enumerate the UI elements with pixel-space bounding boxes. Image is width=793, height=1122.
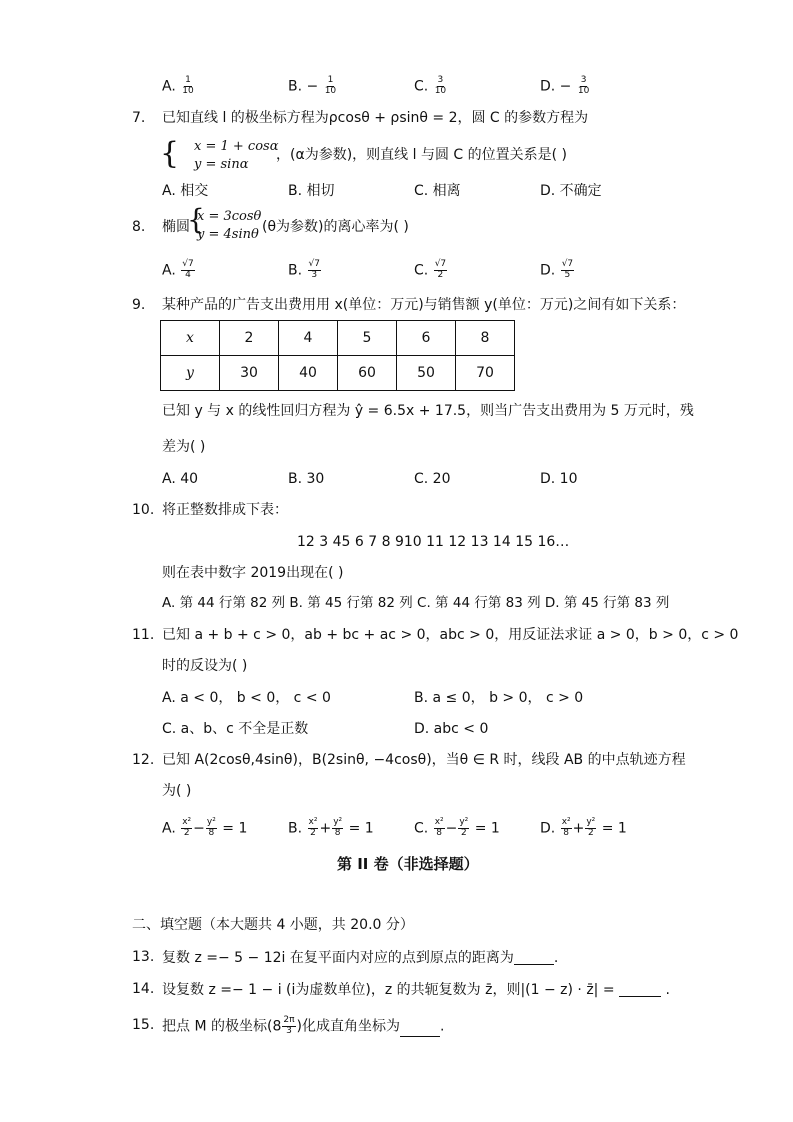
q12-b-op: + xyxy=(319,820,332,837)
q8-a-fraction: $\frac{√7}{4}$ xyxy=(182,259,194,280)
q12-c-frac2: $\frac{\text{y²}}{2}$ xyxy=(459,817,469,838)
q8-d-label: D. xyxy=(540,262,556,279)
q8-b-fraction: $\frac{√7}{3}$ xyxy=(308,259,320,280)
table-row xyxy=(161,321,515,356)
q12-c-eq: = 1 xyxy=(474,820,500,837)
q6-c-fraction: $\frac{3}{10}$ xyxy=(434,75,447,96)
q12-d-frac1: $\frac{\text{x²}}{8}$ xyxy=(561,817,571,838)
q15-line xyxy=(162,1016,444,1037)
q12-c-frac1: $\frac{\text{x²}}{8}$ xyxy=(434,817,444,838)
q13-answer-blank[interactable] xyxy=(514,950,554,965)
q8-prefix: 椭圆 xyxy=(162,219,190,235)
table-cell: y xyxy=(161,356,220,391)
q13-line xyxy=(162,950,558,965)
q12-a-eq: = 1 xyxy=(222,820,248,837)
q15-suffix: )化成直角坐标为 xyxy=(296,1018,400,1035)
q7-option-d: D. 不确定 xyxy=(540,183,602,199)
q9-number: 9. xyxy=(132,297,146,313)
q12-b-frac2: $\frac{\text{y²}}{8}$ xyxy=(333,817,343,838)
q8-d-fraction: $\frac{√7}{5}$ xyxy=(561,259,574,280)
q6-option-b xyxy=(288,76,338,97)
part2-title: 第 II 卷（非选择题） xyxy=(337,855,479,873)
q8-brace: { xyxy=(187,203,205,236)
q12-c-label: C. xyxy=(414,820,429,837)
q12-a-label: A. xyxy=(162,820,176,837)
q12-option-b xyxy=(288,818,374,839)
q9-option-d: D. 10 xyxy=(540,471,578,487)
q12-number: 12. xyxy=(132,752,155,768)
q14-end: . xyxy=(665,982,670,998)
q12-option-d xyxy=(540,818,627,839)
q15-prefix: 把点 M 的极坐标(8 xyxy=(162,1018,282,1035)
table-cell: 6 xyxy=(397,321,456,356)
q11-option-c: C. a、b、c 不全是正数 xyxy=(162,721,309,737)
q15-end: . xyxy=(439,1018,445,1035)
q12-a-op: − xyxy=(193,820,205,837)
q10-text: 将正整数排成下表： xyxy=(162,502,288,518)
q7-number: 7. xyxy=(132,110,146,126)
q12-b-eq: = 1 xyxy=(348,820,374,837)
q12-text: 已知 A(2cosθ,4sinθ)，B(2sinθ, −4cosθ)，当θ ∈ R 时，线段 AB 的中点轨迹方程 xyxy=(162,752,686,768)
q9-line2: 已知 y 与 x 的线性回归方程为 ŷ = 6.5x + 17.5，则当广告支出费用为 5 万元时，残 xyxy=(162,403,694,419)
q8-tail: (θ为参数)的离心率为( ) xyxy=(262,219,409,235)
q11-option-d: D. abc < 0 xyxy=(414,721,489,737)
q12-b-frac1: $\frac{\text{x²}}{2}$ xyxy=(308,817,318,838)
q6-option-d xyxy=(540,76,591,97)
q10-sequence: 12 3 45 6 7 8 910 11 12 13 14 15 16… xyxy=(297,534,570,550)
q12-a-frac1: $\frac{\text{x²}}{2}$ xyxy=(182,817,192,838)
q13-number: 13. xyxy=(132,949,155,965)
q8-system-line2: y = 4sinθ xyxy=(197,227,259,242)
q9-option-c: C. 20 xyxy=(414,471,451,487)
q11-number: 11. xyxy=(132,627,155,643)
q11-line2: 时的反设为( ) xyxy=(162,658,248,674)
q12-d-op: + xyxy=(572,820,585,837)
q8-b-label: B. xyxy=(288,262,303,279)
q12-line2: 为( ) xyxy=(162,783,192,799)
table-cell: 8 xyxy=(456,321,515,356)
q10-question: 则在表中数字 2019出现在( ) xyxy=(162,565,344,581)
q12-d-label: D. xyxy=(540,820,556,837)
q9-option-a: A. 40 xyxy=(162,471,199,487)
q6-a-label: A. xyxy=(162,78,176,95)
table-cell: 50 xyxy=(397,356,456,391)
q8-system-line1: x = 3cosθ xyxy=(197,209,262,224)
q6-a-fraction: $\frac{1}{10}$ xyxy=(182,75,194,96)
q11-option-a: A. a < 0， b < 0， c < 0 xyxy=(162,690,331,706)
q7-option-a: A. 相交 xyxy=(162,183,209,199)
q11-option-b: B. a ≤ 0， b > 0， c > 0 xyxy=(414,690,584,706)
q15-answer-blank[interactable] xyxy=(400,1022,440,1037)
q8-c-fraction: $\frac{√7}{2}$ xyxy=(434,259,447,280)
q10-number: 10. xyxy=(132,502,155,518)
q12-c-op: − xyxy=(445,820,458,837)
q12-a-frac2: $\frac{\text{y²}}{8}$ xyxy=(206,817,216,838)
q12-d-frac2: $\frac{\text{y²}}{2}$ xyxy=(586,817,596,838)
q15-number: 15. xyxy=(132,1017,155,1033)
section2-heading: 二、填空题（本大题共 4 小题，共 20.0 分） xyxy=(132,917,414,933)
q6-d-fraction: $\frac{3}{10}$ xyxy=(577,75,590,96)
q10-options: A. 第 44 行第 82 列 B. 第 45 行第 82 列 C. 第 44 行第 83 列 D. 第 45 行第 83 列 xyxy=(162,595,670,611)
q12-option-c xyxy=(414,818,500,839)
q7-text: 已知直线 l 的极坐标方程为ρcosθ + ρsinθ = 2，圆 C 的参数方程为 xyxy=(162,110,589,126)
q7-brace: { xyxy=(160,136,180,171)
table-cell: 4 xyxy=(279,321,338,356)
table-cell: 40 xyxy=(279,356,338,391)
q8-option-a xyxy=(162,260,196,281)
table-cell: 5 xyxy=(338,321,397,356)
q14-number: 14. xyxy=(132,981,155,997)
q9-option-b: B. 30 xyxy=(288,471,325,487)
q6-option-c xyxy=(414,76,448,97)
q12-b-label: B. xyxy=(288,820,303,837)
q14-text: 设复数 z =− 1 − i (i为虚数单位)，z 的共轭复数为 z̄，则|(1 − z) · z̄| = xyxy=(162,982,615,998)
q7-system-line2: y = sinα xyxy=(194,157,249,172)
q11-text: 已知 a + b + c > 0，ab + bc + ac > 0，abc > 0，用反证法求证 a > 0，b > 0，c > 0 xyxy=(162,627,739,643)
q6-b-fraction: $\frac{1}{10}$ xyxy=(324,75,337,96)
q15-fraction: $\frac{2\pi}{3}$ xyxy=(283,1015,295,1036)
q9-line3: 差为( ) xyxy=(162,439,206,455)
q8-option-d xyxy=(540,260,575,281)
table-cell: 2 xyxy=(220,321,279,356)
q9-data-table xyxy=(160,320,515,391)
q7-system-tail: ，(α为参数)，则直线 l 与圆 C 的位置关系是( ) xyxy=(276,147,567,163)
q8-c-label: C. xyxy=(414,262,429,279)
table-cell: x xyxy=(161,321,220,356)
q7-system-line1: x = 1 + cosα xyxy=(194,139,279,154)
q8-a-label: A. xyxy=(162,262,176,279)
q6-d-label: D. − xyxy=(540,78,572,95)
q8-option-b xyxy=(288,260,322,281)
q12-option-a xyxy=(162,818,247,839)
q7-option-c: C. 相离 xyxy=(414,183,461,199)
q14-line xyxy=(162,982,670,997)
q13-text: 复数 z =− 5 − 12i 在复平面内对应的点到原点的距离为 xyxy=(162,950,514,966)
q7-option-b: B. 相切 xyxy=(288,183,335,199)
q8-number: 8. xyxy=(132,219,146,235)
q6-c-label: C. xyxy=(414,78,429,95)
q9-text: 某种产品的广告支出费用用 x(单位：万元)与销售额 y(单位：万元)之间有如下关系： xyxy=(162,297,686,313)
q14-answer-blank[interactable] xyxy=(619,982,661,997)
q6-option-a xyxy=(162,76,196,97)
table-cell: 70 xyxy=(456,356,515,391)
q8-option-c xyxy=(414,260,448,281)
q6-b-label: B. − xyxy=(288,78,319,95)
table-cell: 60 xyxy=(338,356,397,391)
table-row xyxy=(161,356,515,391)
table-cell: 30 xyxy=(220,356,279,391)
q13-end: . xyxy=(553,950,559,966)
q12-d-eq: = 1 xyxy=(601,820,627,837)
